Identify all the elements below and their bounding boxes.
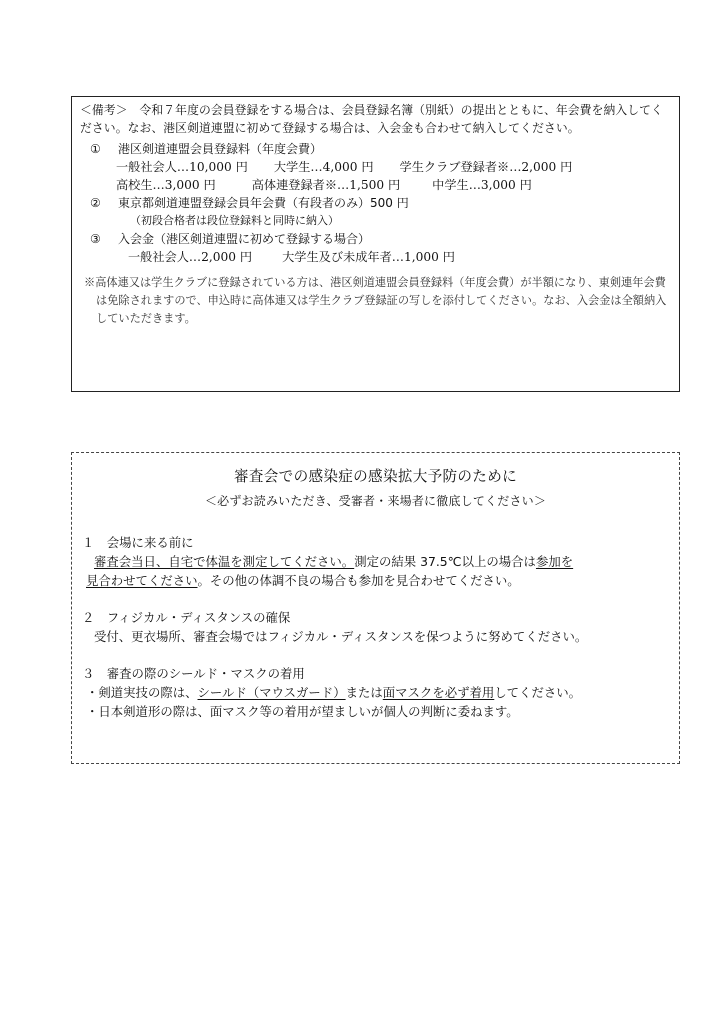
section-1-title: 港区剣道連盟会員登録料（年度会費） — [118, 142, 323, 156]
section-2-number: ② — [90, 196, 101, 210]
footnote: ※高体連又は学生クラブに登録されている方は、港区剣道連盟会員登録料（年度会費）が半額になり、東剣連年会費は免除されますので、申込時に高体連又は学生クラブ登録証の写しを添付してください。なお、入会金は全額納入していただきます。 — [84, 276, 667, 325]
notes-intro: ＜備考＞ 令和７年度の会員登録をする場合は、会員登録名簿（別紙）の提出とともに、年会費を納入してください。なお、港区剣道連盟に初めて登録する場合は、入会金も合わせて納入してください。 — [80, 103, 663, 135]
notice-subtitle: ＜必ずお読みいただき、受審者・来場者に徹底してください＞ — [204, 494, 547, 508]
fee-general-adult: 一般社会人…10,000 円 — [116, 160, 248, 174]
section-1-number: ① — [90, 142, 101, 156]
item-3-b1-mid: または — [345, 685, 383, 700]
membership-notes-box — [71, 96, 680, 392]
item-3-bullet-2: ・日本剣道形の際は、面マスク等の着用が望ましいが個人の判断に委ねます。 — [86, 704, 519, 719]
section-1-heading — [90, 140, 671, 158]
fee-row-1 — [116, 158, 671, 176]
item-2-body: 受付、更衣場所、審査会場ではフィジカル・ディスタンスを保つように努めてください。 — [94, 629, 588, 644]
item-1-underline-3: 見合わせてください — [86, 573, 198, 588]
item-1-mid: 測定の結果 37.5℃以上の場合は — [354, 554, 536, 569]
item-1-heading: １ 会場に来る前に — [82, 535, 194, 550]
entrance-fee-row — [128, 248, 671, 266]
section-3-title: 入会金（港区剣道連盟に初めて登録する場合） — [118, 232, 371, 246]
item-3-b1-lead: ・剣道実技の際は、 — [86, 685, 198, 700]
item-1-tail: 。その他の体調不良の場合も参加を見合わせてください。 — [197, 573, 520, 588]
section-2-title: 東京都剣道連盟登録会員年会費（有段者のみ）500 円 — [118, 196, 409, 210]
fee-high-school: 高校生…3,000 円 — [116, 178, 216, 192]
section-2-note: （初段合格者は段位登録料と同時に納入） — [130, 214, 339, 227]
fee-koutairen: 高体連登録者※…1,500 円 — [251, 178, 401, 192]
item-3-b1-tail: してください。 — [494, 685, 582, 700]
section-3-heading — [90, 230, 671, 248]
item-1-underline-1: 審査会当日、自宅で体温を測定してください。 — [94, 554, 355, 569]
fee-junior-high: 中学生…3,000 円 — [432, 178, 532, 192]
item-3-heading: ３ 審査の際のシールド・マスクの着用 — [82, 666, 305, 681]
item-3-b1-underline-1: シールド（マウスガード） — [197, 685, 346, 700]
section-3-number: ③ — [90, 232, 101, 246]
fee-row-2 — [116, 176, 671, 194]
section-2-heading — [90, 194, 671, 212]
notice-title: 審査会での感染症の感染拡大予防のために — [234, 468, 517, 485]
item-3-b1-underline-2: 面マスクを必ず着用 — [382, 685, 495, 700]
entrance-fee-general: 一般社会人…2,000 円 — [128, 250, 253, 264]
item-2-heading: ２ フィジカル・ディスタンスの確保 — [82, 610, 291, 625]
item-3-bullet-1 — [82, 683, 669, 702]
fee-university: 大学生…4,000 円 — [273, 160, 374, 174]
infection-prevention-box — [71, 452, 680, 764]
item-1-body — [82, 552, 669, 590]
item-1-underline-2: 参加を — [535, 554, 574, 569]
fee-student-club: 学生クラブ登録者※…2,000 円 — [399, 160, 573, 174]
entrance-fee-student-minor: 大学生及び未成年者…1,000 円 — [282, 250, 455, 264]
